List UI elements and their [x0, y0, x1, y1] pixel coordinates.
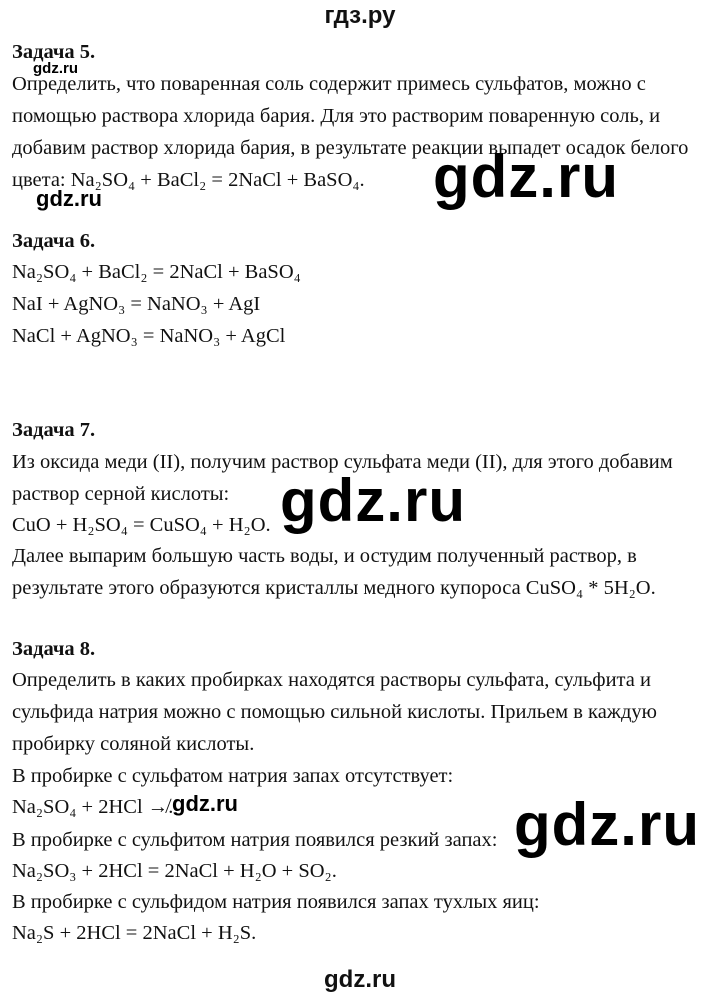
task5-line3: добавим раствор хлорида бария, в результате реакции выпадет осадок белого [12, 137, 689, 159]
watermark-large: gdz.ru [280, 467, 466, 534]
task8-equation1: Na₂SO₄ + 2HCl ↛. [12, 796, 174, 818]
task6-equation2: NaI + AgNO₃ = NaNO₃ + AgI [12, 293, 261, 315]
task8-title: Задача 8. [12, 638, 96, 660]
task6-equation1: Na₂SO₄ + BaCl₂ = 2NaCl + BaSO₄ [12, 261, 301, 283]
task8-equation2: Na₂SO₃ + 2HCl = 2NaCl + H₂O + SO₂. [12, 860, 337, 882]
watermark-small: gdz.ru [36, 186, 102, 211]
task7-line1: Из оксида меди (II), получим раствор сульфата меди (II), для этого добавим [12, 451, 673, 473]
task8-line2: сульфида натрия можно с помощью сильной кислоты. Прильем в каждую [12, 701, 657, 723]
task7-line2: раствор серной кислоты: [12, 483, 230, 505]
task7-title: Задача 7. [12, 419, 96, 441]
task8-line8: В пробирке с сульфидом натрия появился запах тухлых яиц: [12, 891, 540, 913]
watermark-tiny: gdz.ru [33, 60, 78, 77]
task8-equation3: Na₂S + 2HCl = 2NaCl + H₂S. [12, 922, 257, 944]
watermark-small: gdz.ru [172, 791, 238, 816]
task7-line5: результате этого образуются кристаллы медного купороса CuSO₄ * 5H₂O. [12, 577, 656, 599]
watermark-large: gdz.ru [514, 791, 700, 858]
task5-line4: цвета: Na₂SO₄ + BaCl₂ = 2NaCl + BaSO₄. [12, 169, 365, 191]
task7-equation: CuO + H₂SO₄ = CuSO₄ + H₂O. [12, 514, 271, 536]
task8-line3: пробирку соляной кислоты. [12, 733, 255, 755]
task8-line1: Определить в каких пробирках находятся растворы сульфата, сульфита и [12, 669, 651, 691]
task5-line1: Определить, что поваренная соль содержит примесь сульфатов, можно с [12, 73, 646, 95]
footer-site-name: gdz.ru [324, 966, 396, 993]
task6-equation3: NaCl + AgNO₃ = NaNO₃ + AgCl [12, 325, 286, 347]
task6-title: Задача 6. [12, 230, 96, 252]
task8-line6: В пробирке с сульфитом натрия появился резкий запах: [12, 829, 498, 851]
task8-line4: В пробирке с сульфатом натрия запах отсутствует: [12, 765, 454, 787]
watermark-large: gdz.ru [433, 143, 619, 210]
task5-line2: помощью раствора хлорида бария. Для это растворим поваренную соль, и [12, 105, 661, 127]
task5-title: Задача 5. [12, 41, 96, 63]
header-site-name: гдз.ру [324, 2, 396, 29]
task7-line4: Далее выпарим большую часть воды, и остудим полученный раствор, в [12, 545, 637, 567]
